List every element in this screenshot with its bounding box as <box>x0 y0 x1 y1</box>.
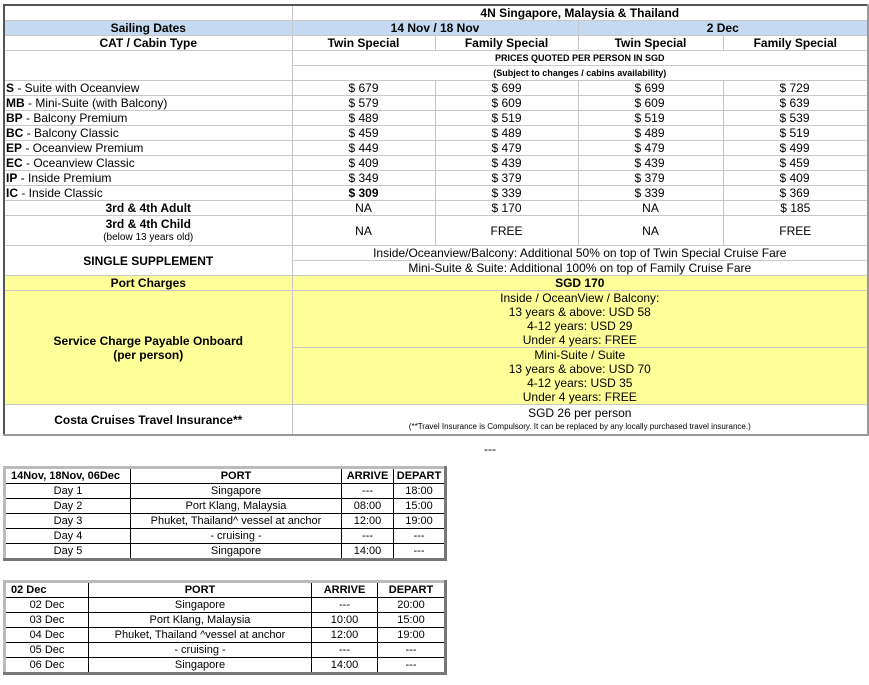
date-group-1: 14 Nov / 18 Nov <box>292 21 578 36</box>
service-charge-row <box>4 291 868 405</box>
itinerary-depart-header: DEPART <box>378 582 446 598</box>
service-charge-line: Inside / OceanView / Balcony: <box>500 291 660 305</box>
insurance-value: SGD 26 per person <box>528 406 632 420</box>
service-charge-label <box>4 291 292 405</box>
itinerary-arrive-header: ARRIVE <box>342 468 394 484</box>
insurance-label: Costa Cruises Travel Insurance** <box>4 405 292 436</box>
adult-price: NA <box>578 201 723 216</box>
title-row <box>4 5 868 21</box>
service-charge-line: 4-12 years: USD 29 <box>527 319 633 333</box>
quote-note-row <box>4 51 868 66</box>
child-price: NA <box>578 216 723 246</box>
child-label-sub: (below 13 years old) <box>103 231 194 243</box>
cabin-price: $ 729 <box>723 81 868 96</box>
cabin-price: $ 379 <box>578 171 723 186</box>
cabin-price: $ 369 <box>723 186 868 201</box>
cabin-price: $ 409 <box>292 156 435 171</box>
itinerary-port: - cruising - <box>89 643 312 658</box>
cabin-price: $ 499 <box>723 141 868 156</box>
itinerary-header-row <box>5 582 446 598</box>
itinerary-port: Phuket, Thailand ^vessel at anchor <box>89 628 312 643</box>
cabin-code: MB <box>6 96 25 110</box>
package-title: 4N Singapore, Malaysia & Thailand <box>292 5 868 21</box>
col-family-1: Family Special <box>435 36 578 51</box>
cabin-price: $ 609 <box>578 96 723 111</box>
sailing-dates-row <box>4 21 868 36</box>
child-label <box>4 216 292 246</box>
itinerary-arrive: 08:00 <box>342 499 394 514</box>
cabin-price: $ 519 <box>723 126 868 141</box>
single-supplement-line-1: Inside/Oceanview/Balcony: Additional 50% on top of Twin Special Cruise Fare <box>292 246 868 261</box>
cabin-price: $ 679 <box>292 81 435 96</box>
cabin-price: $ 489 <box>578 126 723 141</box>
service-charge-line: Under 4 years: FREE <box>522 333 637 347</box>
port-charges-row <box>4 276 868 291</box>
child-price: NA <box>292 216 435 246</box>
cabin-price: $ 339 <box>435 186 578 201</box>
itinerary-day: 04 Dec <box>5 628 89 643</box>
single-supplement-label: SINGLE SUPPLEMENT <box>4 246 292 276</box>
service-charge-label-1: Service Charge Payable Onboard <box>53 333 243 348</box>
itinerary-day: 02 Dec <box>5 598 89 613</box>
itinerary-day: Day 4 <box>5 529 131 544</box>
adult-label: 3rd & 4th Adult <box>4 201 292 216</box>
itinerary-arrive: --- <box>312 598 378 613</box>
separator: --- <box>484 442 496 456</box>
cabin-name: - Inside Premium <box>17 171 112 185</box>
adult-price: NA <box>292 201 435 216</box>
itinerary-day: Day 1 <box>5 484 131 499</box>
child-label-main: 3rd & 4th Child <box>105 216 191 231</box>
itinerary-depart-header: DEPART <box>394 468 446 484</box>
title-blank <box>4 5 292 21</box>
cabin-type <box>4 171 292 186</box>
itinerary-row <box>5 544 446 560</box>
cabin-price: $ 409 <box>723 171 868 186</box>
cabin-price: $ 539 <box>723 111 868 126</box>
itinerary-arrive: --- <box>342 484 394 499</box>
cabin-price: $ 519 <box>435 111 578 126</box>
cabin-name: - Inside Classic <box>18 186 103 200</box>
itinerary-depart: 15:00 <box>378 613 446 628</box>
cabin-type <box>4 156 292 171</box>
cabin-code: BP <box>6 111 23 125</box>
itinerary-port: - cruising - <box>131 529 342 544</box>
price-table <box>3 4 869 436</box>
cabin-price: $ 699 <box>435 81 578 96</box>
itinerary-arrive: 14:00 <box>342 544 394 560</box>
itinerary-day: Day 5 <box>5 544 131 560</box>
date-group-2: 2 Dec <box>578 21 868 36</box>
cabin-type <box>4 186 292 201</box>
quote-line-2: (Subject to changes / cabins availability) <box>292 66 868 81</box>
cabin-row <box>4 111 868 126</box>
itinerary-port: Phuket, Thailand^ vessel at anchor <box>131 514 342 529</box>
itinerary-depart: 19:00 <box>394 514 446 529</box>
col-twin-1: Twin Special <box>292 36 435 51</box>
cabin-type <box>4 81 292 96</box>
service-charge-line: 13 years & above: USD 58 <box>508 305 651 319</box>
insurance-row <box>4 405 868 436</box>
port-charges-value: SGD 170 <box>292 276 868 291</box>
quote-line-1: PRICES QUOTED PER PERSON IN SGD <box>292 51 868 66</box>
insurance-values <box>292 405 868 436</box>
itinerary-depart: --- <box>378 658 446 674</box>
cabin-code: EC <box>6 156 23 170</box>
itinerary-depart: 19:00 <box>378 628 446 643</box>
itinerary-port: Port Klang, Malaysia <box>89 613 312 628</box>
itinerary-arrive: --- <box>312 643 378 658</box>
cat-label: CAT / Cabin Type <box>4 36 292 51</box>
cabin-row <box>4 141 868 156</box>
cabin-price: $ 459 <box>292 126 435 141</box>
cabin-price: $ 479 <box>578 141 723 156</box>
cabin-name: - Mini-Suite (with Balcony) <box>24 96 168 110</box>
itinerary-row <box>5 613 446 628</box>
cabin-code: S <box>6 81 15 95</box>
itinerary-day: Day 3 <box>5 514 131 529</box>
itinerary-port: Singapore <box>89 658 312 674</box>
itinerary-arrive: 14:00 <box>312 658 378 674</box>
itinerary-port-header: PORT <box>89 582 312 598</box>
cabin-price: $ 699 <box>578 81 723 96</box>
itinerary-depart: 20:00 <box>378 598 446 613</box>
itinerary-arrive: --- <box>342 529 394 544</box>
cabin-price: $ 479 <box>435 141 578 156</box>
cabin-name: - Balcony Classic <box>23 126 119 140</box>
cabin-code: EP <box>6 141 23 155</box>
cabin-price: $ 579 <box>292 96 435 111</box>
col-family-2: Family Special <box>723 36 868 51</box>
itinerary-row <box>5 514 446 529</box>
cabin-row <box>4 126 868 141</box>
cabin-code: BC <box>6 126 24 140</box>
itinerary-header-row <box>5 468 446 484</box>
cabin-name: - Oceanview Premium <box>22 141 144 155</box>
cabin-price: $ 519 <box>578 111 723 126</box>
cabin-price: $ 339 <box>578 186 723 201</box>
itinerary-port: Singapore <box>131 544 342 560</box>
cabin-price: $ 379 <box>435 171 578 186</box>
insurance-note: (**Travel Insurance is Compulsory. It can be replaced by any locally purchased travel insurance.) <box>408 422 751 431</box>
cabin-price: $ 489 <box>292 111 435 126</box>
cabin-type <box>4 96 292 111</box>
cabin-type <box>4 111 292 126</box>
itinerary-depart: --- <box>378 643 446 658</box>
itinerary-day: 06 Dec <box>5 658 89 674</box>
cabin-type <box>4 126 292 141</box>
itinerary-port: Singapore <box>131 484 342 499</box>
service-charge-group1 <box>293 291 868 348</box>
itinerary-row <box>5 499 446 514</box>
service-charge-values <box>292 291 868 405</box>
cabin-row <box>4 156 868 171</box>
cabin-row <box>4 171 868 186</box>
child-row <box>4 216 868 246</box>
itinerary-row <box>5 598 446 613</box>
itinerary-row <box>5 529 446 544</box>
itinerary-table-2 <box>3 580 447 675</box>
itinerary-day: Day 2 <box>5 499 131 514</box>
itinerary-date-header: 14Nov, 18Nov, 06Dec <box>5 468 131 484</box>
port-charges-label: Port Charges <box>4 276 292 291</box>
cabin-name: - Suite with Oceanview <box>14 81 140 95</box>
cabin-name: - Oceanview Classic <box>22 156 135 170</box>
cabin-price: $ 459 <box>723 156 868 171</box>
service-charge-line: Under 4 years: FREE <box>522 390 637 404</box>
cabin-type-header-row <box>4 36 868 51</box>
itinerary-depart: 18:00 <box>394 484 446 499</box>
single-supplement-row <box>4 246 868 261</box>
adult-row <box>4 201 868 216</box>
itinerary-depart: --- <box>394 544 446 560</box>
itinerary-day: 03 Dec <box>5 613 89 628</box>
cabin-row <box>4 81 868 96</box>
cabin-name: - Balcony Premium <box>22 111 128 125</box>
single-supplement-line-2: Mini-Suite & Suite: Additional 100% on top of Family Cruise Fare <box>292 261 868 276</box>
itinerary-depart: --- <box>394 529 446 544</box>
cabin-type <box>4 141 292 156</box>
service-charge-line: 13 years & above: USD 70 <box>508 362 651 376</box>
col-twin-2: Twin Special <box>578 36 723 51</box>
adult-price: $ 185 <box>723 201 868 216</box>
cabin-price: $ 439 <box>578 156 723 171</box>
cabin-price: $ 609 <box>435 96 578 111</box>
itinerary-day: 05 Dec <box>5 643 89 658</box>
quote-blank <box>4 51 292 81</box>
cabin-price: $ 639 <box>723 96 868 111</box>
service-charge-line: Mini-Suite / Suite <box>534 348 626 362</box>
itinerary-row <box>5 643 446 658</box>
service-charge-group2 <box>293 348 868 404</box>
child-price: FREE <box>723 216 868 246</box>
adult-price: $ 170 <box>435 201 578 216</box>
cabin-price: $ 439 <box>435 156 578 171</box>
itinerary-port: Port Klang, Malaysia <box>131 499 342 514</box>
sailing-dates-label: Sailing Dates <box>4 21 292 36</box>
itinerary-row <box>5 658 446 674</box>
itinerary-arrive: 10:00 <box>312 613 378 628</box>
itinerary-arrive: 12:00 <box>342 514 394 529</box>
service-charge-label-2: (per person) <box>113 347 184 362</box>
cabin-code: IP <box>6 171 18 185</box>
itinerary-port-header: PORT <box>131 468 342 484</box>
child-price: FREE <box>435 216 578 246</box>
itinerary-date-header: 02 Dec <box>5 582 89 598</box>
cabin-code: IC <box>6 186 18 200</box>
cabin-price: $ 489 <box>435 126 578 141</box>
itinerary-arrive: 12:00 <box>312 628 378 643</box>
itinerary-depart: 15:00 <box>394 499 446 514</box>
itinerary-arrive-header: ARRIVE <box>312 582 378 598</box>
itinerary-port: Singapore <box>89 598 312 613</box>
cabin-row <box>4 96 868 111</box>
cabin-price: $ 309 <box>292 186 435 201</box>
cabin-price: $ 449 <box>292 141 435 156</box>
cabin-row <box>4 186 868 201</box>
cabin-price: $ 349 <box>292 171 435 186</box>
service-charge-line: 4-12 years: USD 35 <box>527 376 633 390</box>
itinerary-row <box>5 484 446 499</box>
itinerary-table-1 <box>3 466 447 561</box>
itinerary-row <box>5 628 446 643</box>
